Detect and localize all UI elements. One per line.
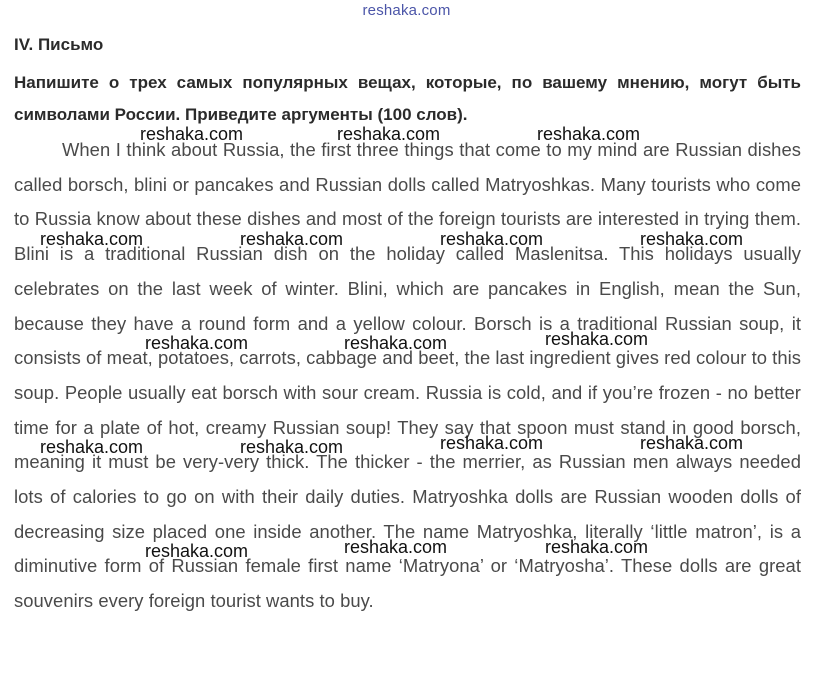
overlay-watermark: reshaka.com — [140, 124, 244, 144]
overlay-watermark: reshaka.com — [40, 229, 144, 249]
overlay-watermark: reshaka.com — [40, 437, 144, 457]
overlay-watermark: reshaka.com — [240, 229, 344, 249]
overlay-watermark: reshaka.com — [545, 537, 649, 557]
overlay-watermark: reshaka.com — [337, 124, 441, 144]
overlay-watermark: reshaka.com — [145, 333, 249, 353]
overlay-watermark: reshaka.com — [640, 433, 744, 453]
task-instructions: Напишите о трех самых популярных вещах, которые, по вашему мнению, могут быть символами России. Приведите аргументы (100 слов). — [14, 73, 801, 124]
overlay-watermark: reshaka.com — [344, 333, 448, 353]
overlay-watermark: reshaka.com — [640, 229, 744, 249]
overlay-watermark: reshaka.com — [440, 433, 544, 453]
overlay-watermark: reshaka.com — [545, 329, 649, 349]
overlay-watermark: reshaka.com — [240, 437, 344, 457]
overlay-watermark: reshaka.com — [344, 537, 448, 557]
essay-text: When I think about Russia, the first three things that come to my mind are Russian dishes called borsch, blini or pancakes and Russian dolls called Matryoshkas. Many tourists who come to Russia know about these dishes and most of the foreign tourists are interested in trying them. Blini is a traditional Russian dish on the holiday called Maslenitsa. This holidays usually celebrates on the last week of winter. Blini, which are pancakes in English, mean the Sun, because they have a round form and a yellow colour. Borsch is a traditional Russian soup, it consists of meat, potatoes, carrots, cabbage and beet, the last ingredient gives red colour to this soup. People usually eat borsch with sour cream. Russia is cold, and if you’re frozen - no better time for a plate of hot, creamy Russian soup! They say that spoon must stand in good borsch, meaning it must be very-very thick. The thicker - the merrier, as Russian men always needed lots of calories to go on with their daily duties. Matryoshka dolls are Russian wooden dolls of decreasing size placed one inside another. The name Matryoshka, literally ‘little matron’, is a diminutive form of Russian female first name ‘Matryona’ or ‘Matryosha’. These dolls are great souvenirs every foreign tourist wants to buy. — [14, 139, 801, 612]
section-title: IV. Письмо — [14, 35, 104, 54]
overlay-watermark: reshaka.com — [440, 229, 544, 249]
overlay-watermark: reshaka.com — [537, 124, 641, 144]
overlay-watermark: reshaka.com — [145, 541, 249, 561]
site-watermark: reshaka.com — [362, 2, 451, 19]
